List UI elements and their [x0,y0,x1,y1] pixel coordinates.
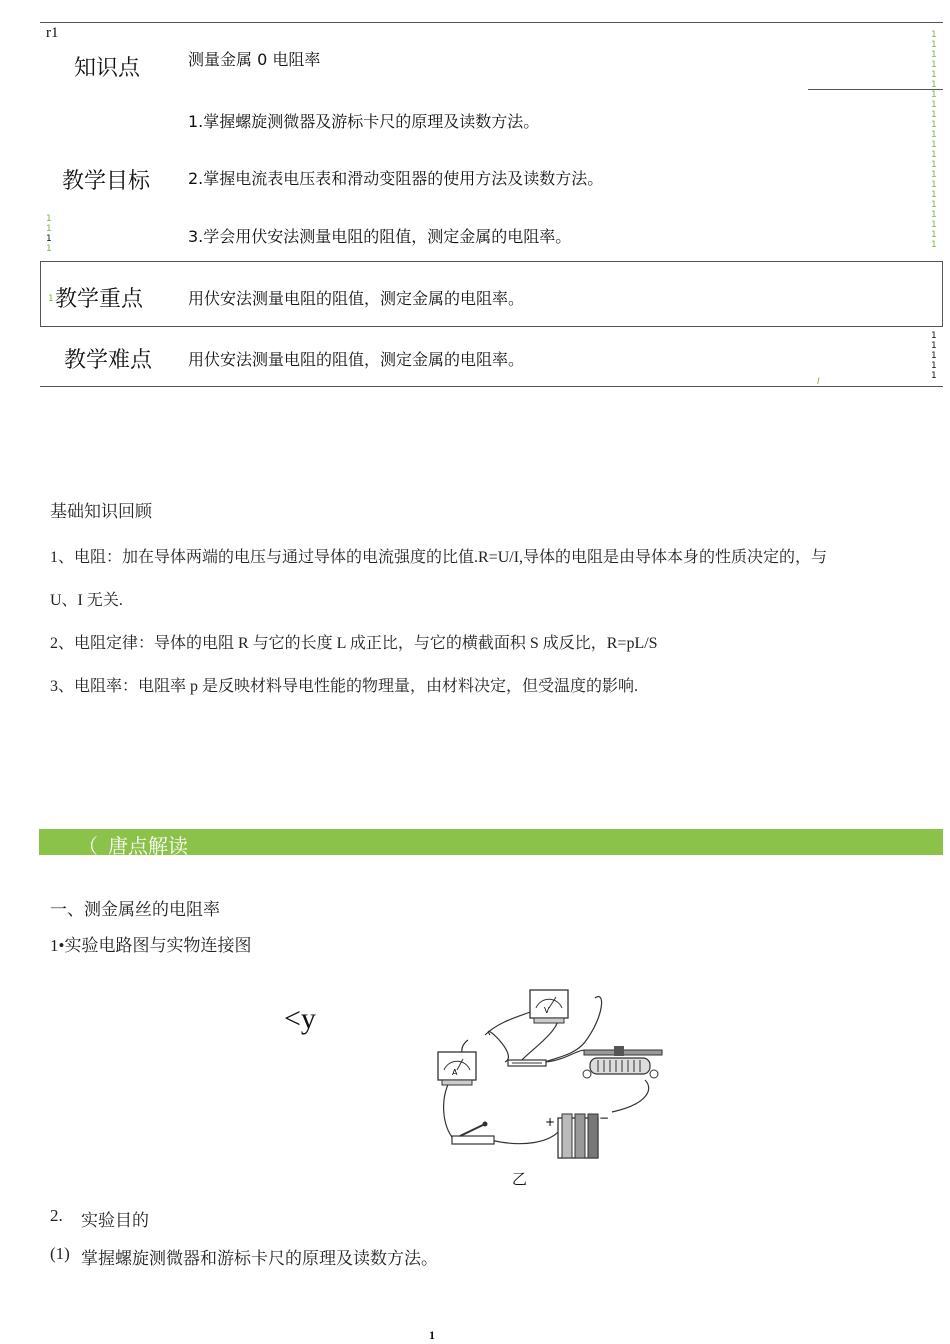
rheostat-icon [583,1046,662,1078]
margin-mark: 1 [931,160,937,170]
objectives-label: 教学目标 [62,169,151,194]
battery-plus: + [545,1115,556,1129]
corner-mark: r1 [46,25,59,41]
margin-mark: 1 [931,170,937,180]
margin-mark: 1 [931,100,937,110]
margin-mark: 1 [931,110,937,120]
experiment-subheading-2: 实验目的 [81,1211,149,1230]
objective-item-2: 2.掌握电流表电压表和滑动变阻器的使用方法及读数方法。 [188,169,604,188]
margin-mark: 1 [931,240,937,250]
margin-mark: 1 [46,234,52,244]
keypoint-right-border [942,261,943,327]
figure-caption: 乙 [512,1170,528,1188]
margin-mark: 1 [931,190,937,200]
margin-mark: 1 [931,30,937,40]
right-margin-marks [931,30,939,250]
margin-mark: 1 [931,90,937,100]
table-top-rule [40,22,943,23]
margin-mark: 1 [931,341,937,351]
experiment-item-1: 掌握螺旋测微器和游标卡尺的原理及读数方法。 [81,1249,438,1268]
resistance-wire-board-icon [508,1060,546,1066]
battery-icon [558,1114,598,1158]
knowledge-underline [808,89,943,90]
keypoint-bottom-rule [40,326,943,327]
experiment-item-1-number: (1) [50,1244,70,1263]
margin-mark: 1 [46,244,52,254]
page-number: 1 [429,1328,435,1342]
margin-mark: 1 [931,180,937,190]
objective-item-3: 3.学会用伏安法测量电阻的阻值，测定金属的电阻率。 [188,227,572,246]
margin-mark: 1 [931,230,937,240]
left-margin-marks [46,214,54,254]
section-banner-title: （_唐点解读 [78,834,188,858]
ammeter-letter: A [452,1068,458,1077]
table-bottom-rule [40,386,943,387]
keypoint-label: 教学重点 [55,287,144,312]
keypoint-left-border [40,261,41,327]
objective-item-1: 1.掌握螺旋测微器及游标卡尺的原理及读数方法。 [188,112,540,131]
right-dark-marks [931,331,939,381]
experiment-subheading-1: 1•实验电路图与实物连接图 [50,936,252,955]
review-paragraph-3: 3、电阻率：电阻率 p 是反映材料导电性能的物理量，由材料决定，但受温度的影响. [50,678,639,695]
review-title: 基础知识回顾 [50,502,152,521]
difficulty-label: 教学难点 [64,348,153,373]
margin-mark: 1 [931,140,937,150]
margin-mark: 1 [931,120,937,130]
margin-mark: 1 [931,361,937,371]
margin-mark: 1 [46,214,52,224]
experiment-heading: 一、测金属丝的电阻率 [50,900,220,919]
voltmeter-letter: V [544,1006,550,1015]
battery-minus: − [599,1111,610,1125]
margin-mark: 1 [931,150,937,160]
margin-mark: 1 [931,40,937,50]
difficulty-value: 用伏安法测量电阻的阻值，测定金属的电阻率。 [188,350,525,369]
margin-mark: 1 [931,80,937,90]
switch-icon [452,1122,494,1145]
experiment-subheading-2-number: 2. [50,1206,63,1225]
keypoint-value: 用伏安法测量电阻的阻值，测定金属的电阻率。 [188,289,525,308]
margin-mark: 1 [46,224,52,234]
margin-mark: 1 [931,50,937,60]
review-paragraph-1a: 1、电阻：加在导体两端的电压与通过导体的电流强度的比值.R=U/I,导体的电阻是由导体本身的性质决定的，与 [50,549,828,566]
keypoint-top-rule [40,261,943,262]
margin-mark: 1 [931,210,937,220]
circuit-connection-figure [430,980,680,1190]
margin-mark: 1 [931,70,937,80]
margin-mark: 1 [931,60,937,70]
review-paragraph-1b: U、I 无关. [50,592,123,609]
margin-mark: 1 [931,200,937,210]
margin-mark: 1 [931,130,937,140]
bottom-tick-mark: I [817,377,820,387]
left-single-mark: 1 [48,294,54,304]
knowledge-value: 测量金属 0 电阻率 [188,50,321,69]
margin-mark: 1 [931,220,937,230]
knowledge-label: 知识点 [74,56,141,81]
margin-mark: 1 [931,351,937,361]
review-paragraph-2: 2、电阻定律：导体的电阻 R 与它的长度 L 成正比，与它的横截面积 S 成反比，R=pL/S [50,635,658,652]
circuit-symbol-text: <y [284,1002,316,1035]
margin-mark: 1 [931,331,937,341]
margin-mark: 1 [931,371,937,381]
